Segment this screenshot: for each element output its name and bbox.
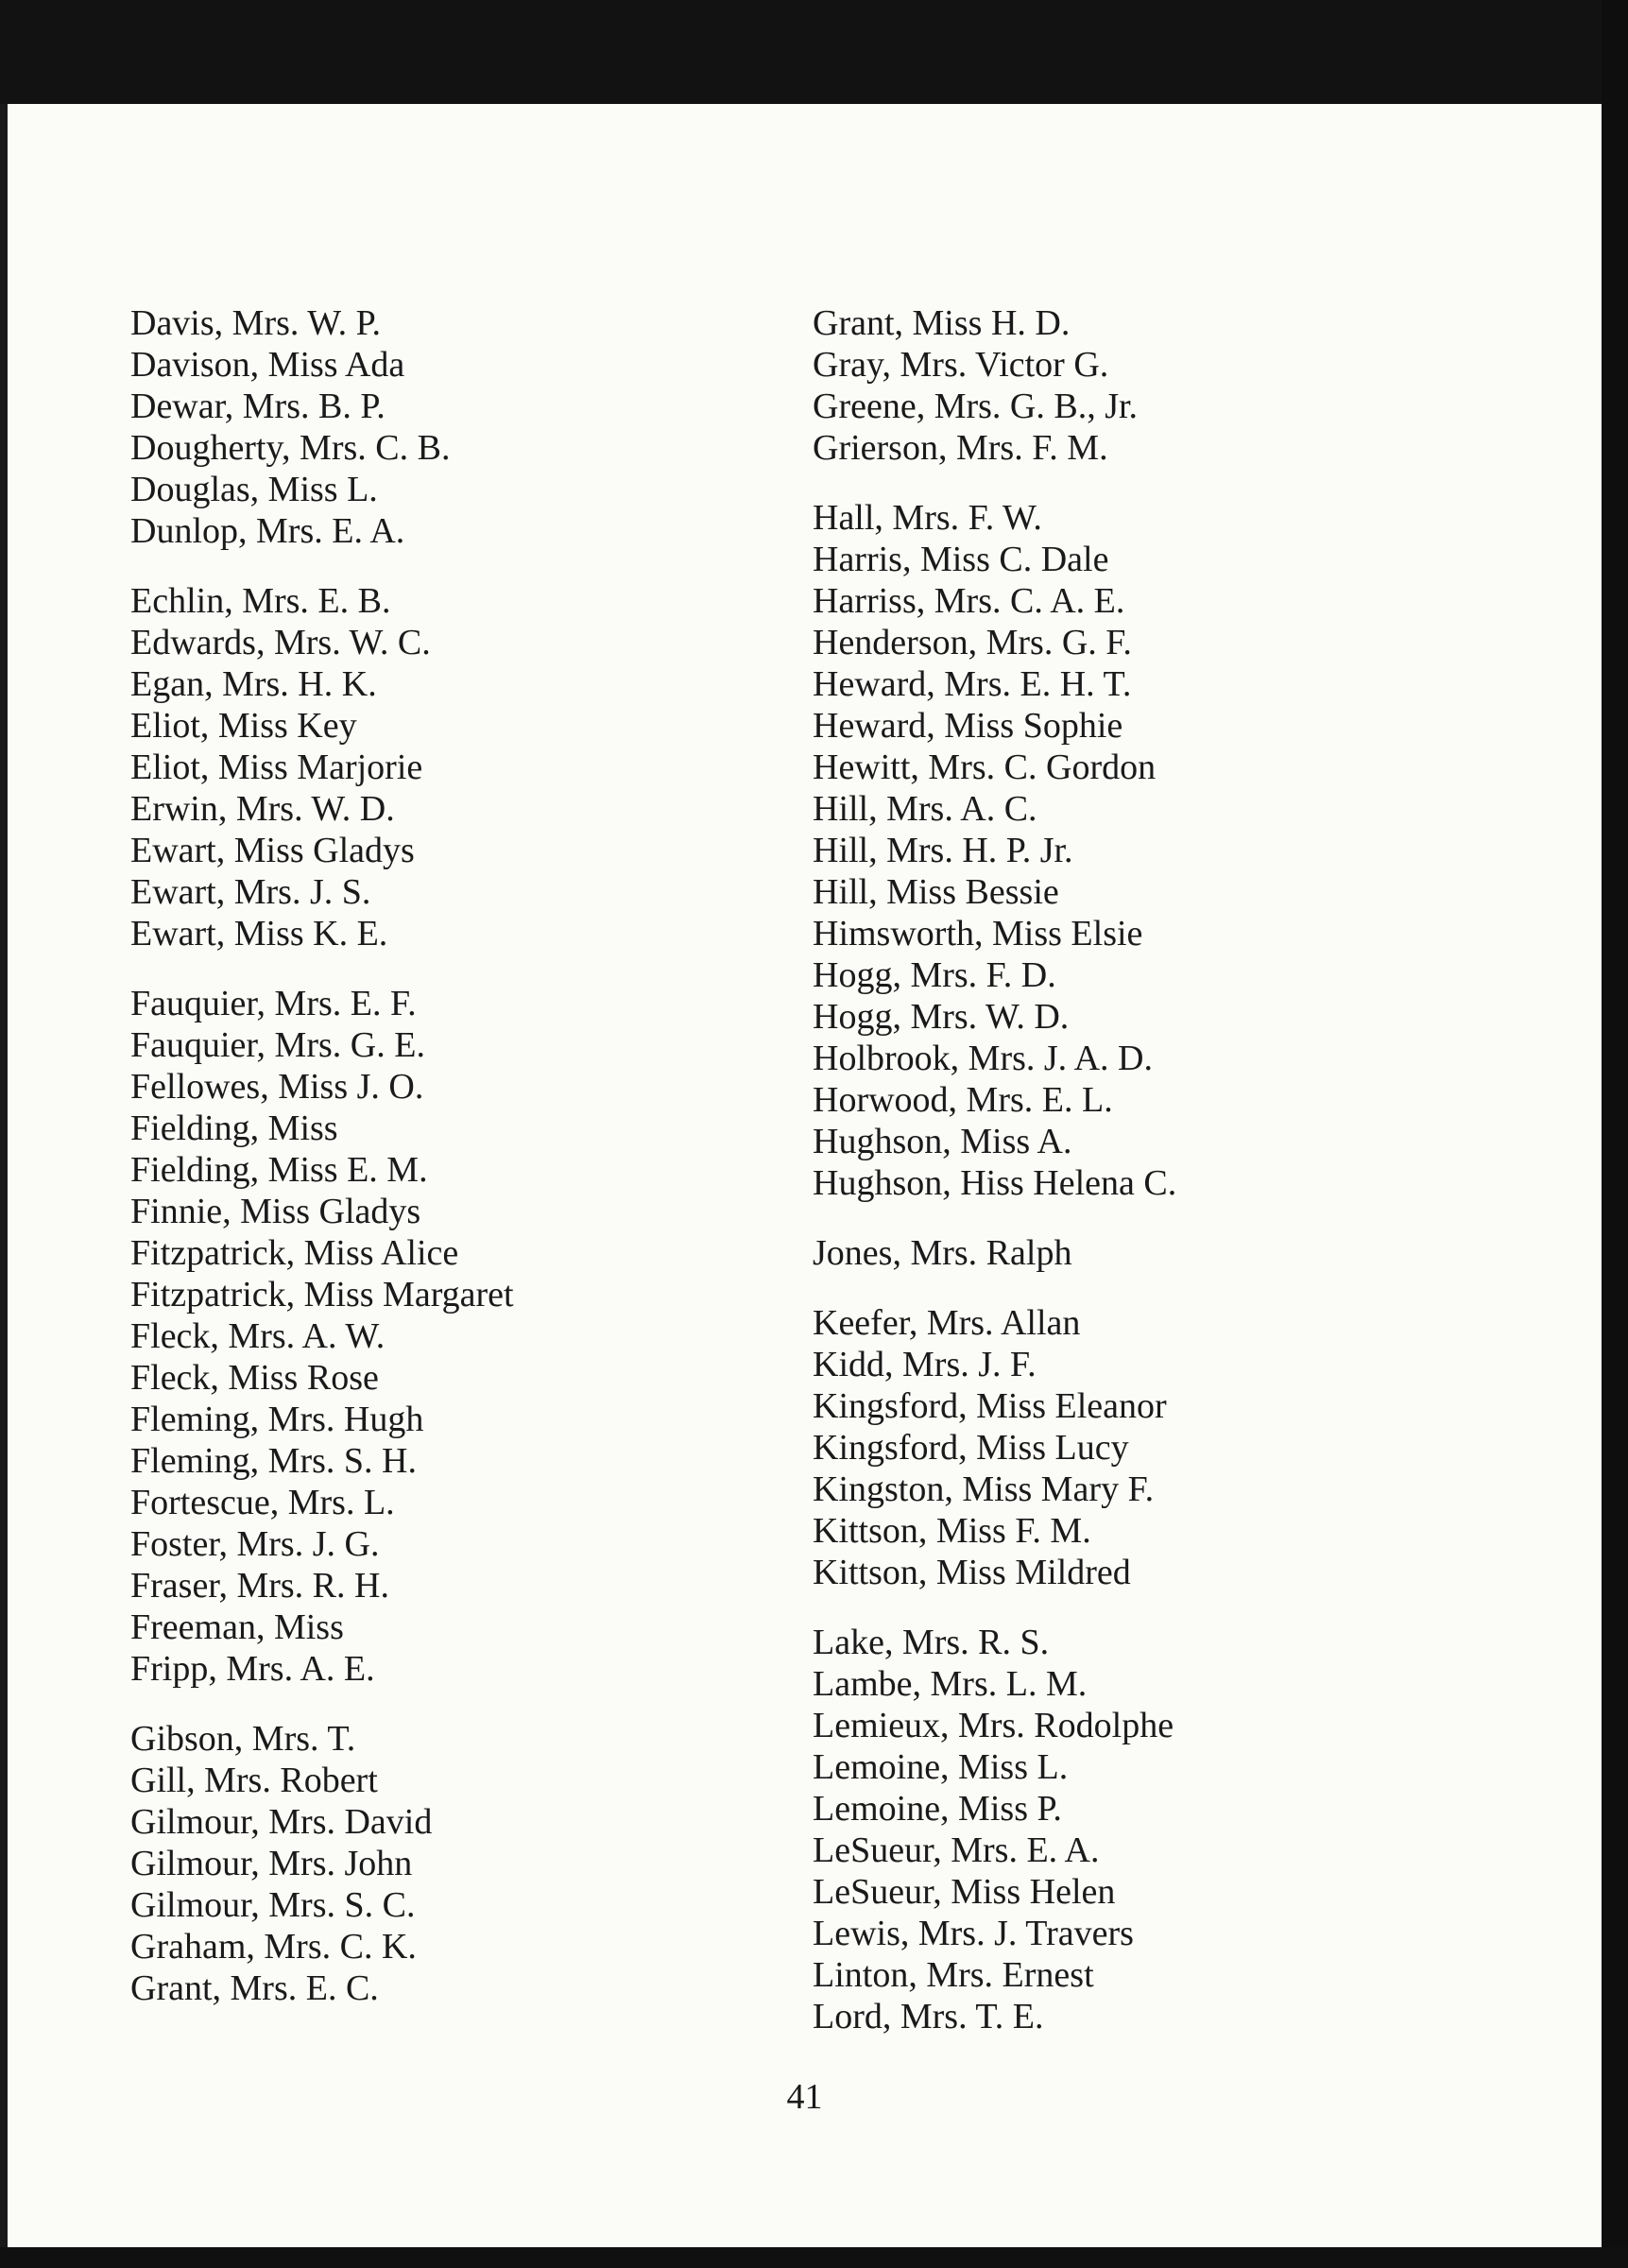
name-entry: Lord, Mrs. T. E. [813,1997,1044,2036]
name-entry: Lewis, Mrs. J. Travers [813,1914,1134,1953]
name-entry: Fitzpatrick, Miss Alice [130,1233,459,1273]
name-entry: Hill, Mrs. H. P. Jr. [813,831,1073,870]
name-entry: Kittson, Miss Mildred [813,1553,1131,1592]
name-entry: Lemieux, Mrs. Rodolphe [813,1706,1174,1745]
name-entry: Harris, Miss C. Dale [813,540,1109,579]
name-entry: Harriss, Mrs. C. A. E. [813,581,1125,621]
group-spacer [130,954,792,983]
name-entry: Hughson, Miss A. [813,1122,1072,1161]
name-entry: Kingston, Miss Mary F. [813,1469,1155,1509]
right-name-column [813,302,1550,2037]
name-entry: Dunlop, Mrs. E. A. [130,511,405,551]
name-entry: Fleck, Mrs. A. W. [130,1316,386,1356]
name-entry: Eliot, Miss Marjorie [130,747,423,787]
group-spacer [130,552,792,580]
name-entry: Hogg, Mrs. F. D. [813,955,1056,995]
name-entry: Fellowes, Miss J. O. [130,1067,424,1107]
name-entry: Fleming, Mrs. Hugh [130,1400,424,1439]
scan-border-bottom [0,2247,1628,2268]
name-entry: Graham, Mrs. C. K. [130,1927,417,1967]
name-entry: Hill, Mrs. A. C. [813,789,1037,829]
name-entry: Lemoine, Miss P. [813,1789,1062,1829]
name-entry: Hogg, Mrs. W. D. [813,997,1070,1037]
name-entry: Ewart, Miss Gladys [130,831,415,870]
name-entry: Davison, Miss Ada [130,345,405,385]
name-entry: Douglas, Miss L. [130,470,378,509]
page-number: 41 [786,2077,823,2117]
name-entry: Gilmour, Mrs. David [130,1802,433,1842]
name-entry: Edwards, Mrs. W. C. [130,623,431,662]
name-entry: Egan, Mrs. H. K. [130,664,377,704]
group-spacer [813,469,1550,497]
name-entry: Fleck, Miss Rose [130,1358,379,1398]
name-entry: Kidd, Mrs. J. F. [813,1345,1037,1384]
name-entry: Kittson, Miss F. M. [813,1511,1091,1551]
name-entry: Grant, Mrs. E. C. [130,1968,379,2008]
name-entry: Greene, Mrs. G. B., Jr. [813,387,1139,426]
name-entry: Kingsford, Miss Eleanor [813,1386,1167,1426]
name-entry: Hughson, Hiss Helena C. [813,1163,1177,1203]
name-entry: Lake, Mrs. R. S. [813,1623,1050,1662]
name-entry: Fauquier, Mrs. E. F. [130,984,417,1023]
name-entry: Finnie, Miss Gladys [130,1192,421,1231]
name-entry: Gray, Mrs. Victor G. [813,345,1109,385]
group-spacer [130,1690,792,1718]
name-entry: Fielding, Miss E. M. [130,1150,428,1190]
name-entry: Hewitt, Mrs. C. Gordon [813,747,1157,787]
name-entry: Freeman, Miss [130,1607,344,1647]
name-entry: Fitzpatrick, Miss Margaret [130,1275,514,1314]
scan-border-top [0,0,1628,104]
name-entry: Fripp, Mrs. A. E. [130,1649,375,1689]
name-entry: Grant, Miss H. D. [813,303,1071,343]
name-entry: Ewart, Miss K. E. [130,914,388,954]
name-entry: Erwin, Mrs. W. D. [130,789,395,829]
name-entry: Foster, Mrs. J. G. [130,1524,380,1564]
name-entry: Heward, Miss Sophie [813,706,1123,746]
name-entry: Fielding, Miss [130,1108,338,1148]
name-entry: Jones, Mrs. Ralph [813,1233,1072,1273]
name-entry: Dewar, Mrs. B. P. [130,387,386,426]
name-entry: Henderson, Mrs. G. F. [813,623,1132,662]
name-entry: Himsworth, Miss Elsie [813,914,1143,954]
name-entry: Gill, Mrs. Robert [130,1761,378,1800]
name-entry: Fauquier, Mrs. G. E. [130,1025,425,1065]
name-entry: Fraser, Mrs. R. H. [130,1566,389,1606]
name-entry: Heward, Mrs. E. H. T. [813,664,1132,704]
name-entry: LeSueur, Mrs. E. A. [813,1830,1100,1870]
name-entry: LeSueur, Miss Helen [813,1872,1116,1912]
name-entry: Eliot, Miss Key [130,706,357,746]
name-entry: Gibson, Mrs. T. [130,1719,356,1759]
name-entry: Hall, Mrs. F. W. [813,498,1042,538]
name-entry: Fortescue, Mrs. L. [130,1483,395,1522]
name-entry: Gilmour, Mrs. John [130,1844,413,1883]
left-name-column [130,302,792,2009]
name-entry: Keefer, Mrs. Allan [813,1303,1081,1343]
name-entry: Davis, Mrs. W. P. [130,303,381,343]
scan-border-right [1602,0,1628,2268]
name-entry: Fleming, Mrs. S. H. [130,1441,417,1481]
name-entry: Lambe, Mrs. L. M. [813,1664,1088,1704]
document-page [8,104,1602,2247]
name-entry: Holbrook, Mrs. J. A. D. [813,1039,1153,1078]
name-entry: Echlin, Mrs. E. B. [130,581,391,621]
group-spacer [813,1204,1550,1232]
name-entry: Dougherty, Mrs. C. B. [130,428,451,468]
name-entry: Linton, Mrs. Ernest [813,1955,1094,1995]
name-entry: Kingsford, Miss Lucy [813,1428,1129,1468]
name-entry: Lemoine, Miss L. [813,1747,1069,1787]
name-entry: Gilmour, Mrs. S. C. [130,1885,416,1925]
group-spacer [813,1593,1550,1622]
name-entry: Ewart, Mrs. J. S. [130,872,371,912]
name-entry: Horwood, Mrs. E. L. [813,1080,1113,1120]
name-entry: Grierson, Mrs. F. M. [813,428,1108,468]
group-spacer [813,1274,1550,1302]
name-entry: Hill, Miss Bessie [813,872,1059,912]
